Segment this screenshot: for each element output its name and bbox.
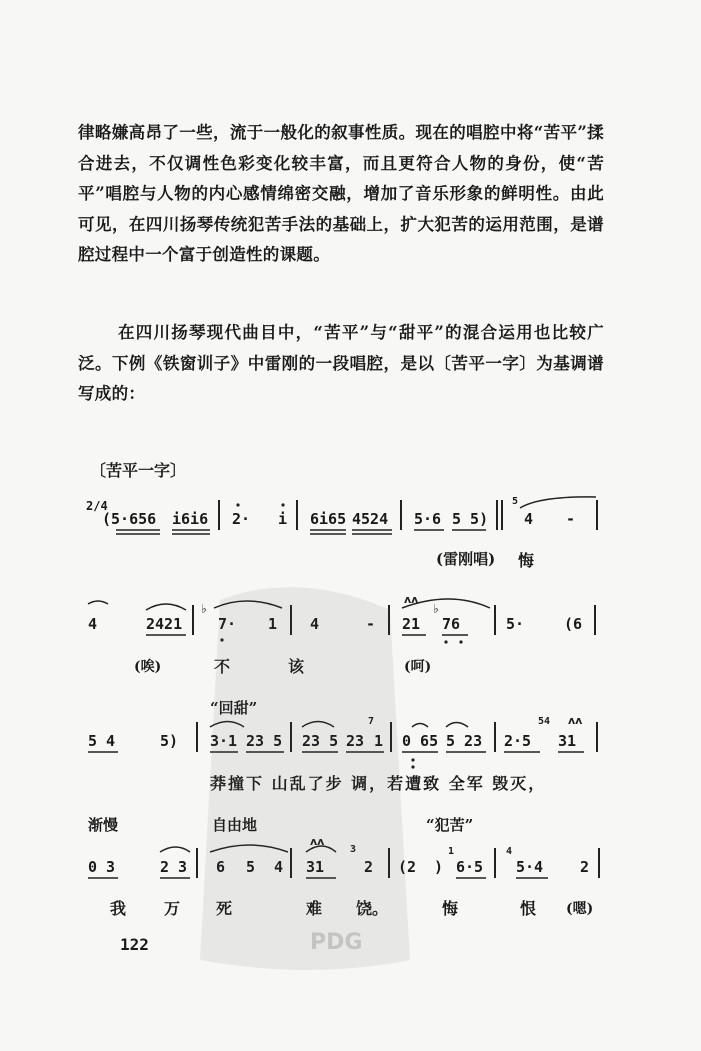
octave-dot: [220, 638, 223, 641]
note: 23: [346, 732, 365, 750]
note: 4: [310, 615, 320, 633]
note: 76: [442, 615, 461, 633]
note: 1: [374, 732, 384, 750]
note: 31: [558, 732, 577, 750]
lyric: 难: [306, 899, 323, 918]
note: 1: [268, 615, 278, 633]
note: 5 23: [446, 732, 483, 750]
note: 23 5: [246, 732, 283, 750]
lyric: (呵): [404, 659, 432, 675]
slur: [412, 723, 468, 728]
flat-sign: ♭: [432, 602, 440, 617]
note: 2 3: [160, 858, 188, 876]
note: i6i6: [172, 510, 209, 528]
grace-note: 4: [506, 846, 513, 857]
lyric: 悔: [442, 899, 459, 918]
note: 31: [306, 858, 325, 876]
slur: [88, 601, 108, 604]
note: 4: [88, 615, 98, 633]
note: 5 5): [452, 510, 489, 528]
note: 2: [580, 858, 590, 876]
note: 2: [364, 858, 374, 876]
slur: [160, 847, 190, 852]
lyric: 该: [288, 657, 305, 676]
tempo-marking: 渐慢: [88, 816, 119, 834]
ornament-mark: ʌʌ: [310, 835, 325, 848]
ornament-mark: ʌʌ: [568, 714, 583, 727]
watermark-label: PDG: [310, 930, 363, 955]
slur: [302, 722, 334, 728]
note: 5·: [506, 615, 525, 633]
note: -: [366, 615, 376, 633]
body-paragraph-1: 律略嫌高昂了一些，流于一般化的叙事性质。现在的唱腔中将“苦平”揉合进去，不仅调性色彩变化较丰富，而且更符合人物的身份，使“苦平”唱腔与人物的内心感情绵密交融，增加了音乐形象的鲜明性。由此可见，在四川扬琴传统犯苦手法的基础上，扩大犯苦的运用范围，是谱腔过程中一个富于创造性的课题。: [78, 123, 604, 264]
time-signature-value: 2/4: [86, 499, 108, 513]
lyric: 不: [214, 657, 231, 676]
lyric: 死: [216, 899, 233, 918]
grace-note: 1: [448, 846, 455, 857]
slur: [210, 845, 288, 852]
note: 5 4: [88, 732, 116, 750]
annotation-fan-ku: “犯苦”: [426, 816, 474, 834]
note: (6: [564, 615, 583, 633]
note: 21: [402, 615, 421, 633]
annotation-hui-tian: “回甜”: [210, 699, 258, 717]
octave-dot: [444, 640, 447, 643]
octave-dot: [411, 758, 414, 761]
note: 3·1: [210, 732, 238, 750]
note: 6·5: [456, 858, 484, 876]
lyric-line: 莽撞下 山乱了步 调，若遭致 全军 毁灭，: [210, 774, 547, 793]
note: 6i65: [310, 510, 347, 528]
note: 5·6: [414, 510, 442, 528]
grace-note: 5: [512, 496, 519, 507]
note: 4524: [352, 510, 389, 528]
note: 2·5: [504, 732, 532, 750]
ornament-mark: ʌʌ: [404, 593, 419, 606]
slur: [210, 722, 244, 728]
score-title: 〔苦平一字〕: [90, 461, 187, 480]
note: ): [434, 858, 444, 876]
note: 0 3: [88, 858, 116, 876]
body-paragraph-2: 在四川扬琴现代曲目中，“苦平”与“甜平”的混合运用也比较广泛。下例《铁窗训子》中雷刚的一段唱腔，是以〔苦平一字〕为基调谱写成的：: [78, 323, 604, 403]
note: 4: [524, 510, 534, 528]
lyric: 悔: [518, 551, 535, 570]
note: 5: [246, 858, 256, 876]
lyric: 万: [164, 899, 181, 918]
lyric: 饶。: [356, 899, 389, 918]
note: (2: [398, 858, 417, 876]
lyric: 恨: [520, 899, 537, 918]
octave-dot: [281, 503, 284, 506]
note: 2·: [232, 510, 251, 528]
lyric: (嗯): [566, 901, 594, 917]
beam-underline: [116, 530, 210, 534]
note: (5·656: [102, 510, 157, 528]
note: 5·4: [516, 858, 544, 876]
slur: [520, 497, 596, 508]
slur: [214, 601, 282, 608]
slur: [146, 604, 186, 610]
grace-note: 3: [350, 844, 357, 855]
beam-underline: [310, 530, 392, 534]
tempo-marking: 自由地: [212, 816, 258, 834]
singer-label: (雷刚唱): [436, 550, 496, 568]
note: 5): [160, 732, 179, 750]
note: 7·: [218, 615, 237, 633]
note: i: [278, 510, 288, 528]
grace-note: 54: [538, 716, 551, 727]
flat-sign: ♭: [200, 602, 208, 617]
note: 2421: [146, 615, 183, 633]
note: 6: [216, 858, 226, 876]
note: 23 5: [302, 732, 339, 750]
page-number: 122: [120, 935, 149, 954]
note: -: [566, 510, 576, 528]
note: 4: [274, 858, 284, 876]
grace-note: 7: [368, 716, 375, 727]
octave-dot: [459, 640, 462, 643]
note: 0 65: [402, 732, 439, 750]
octave-dot: [236, 503, 239, 506]
lyric: 我: [110, 899, 127, 918]
lyric: (唉): [134, 659, 162, 675]
octave-dot: [411, 765, 414, 768]
